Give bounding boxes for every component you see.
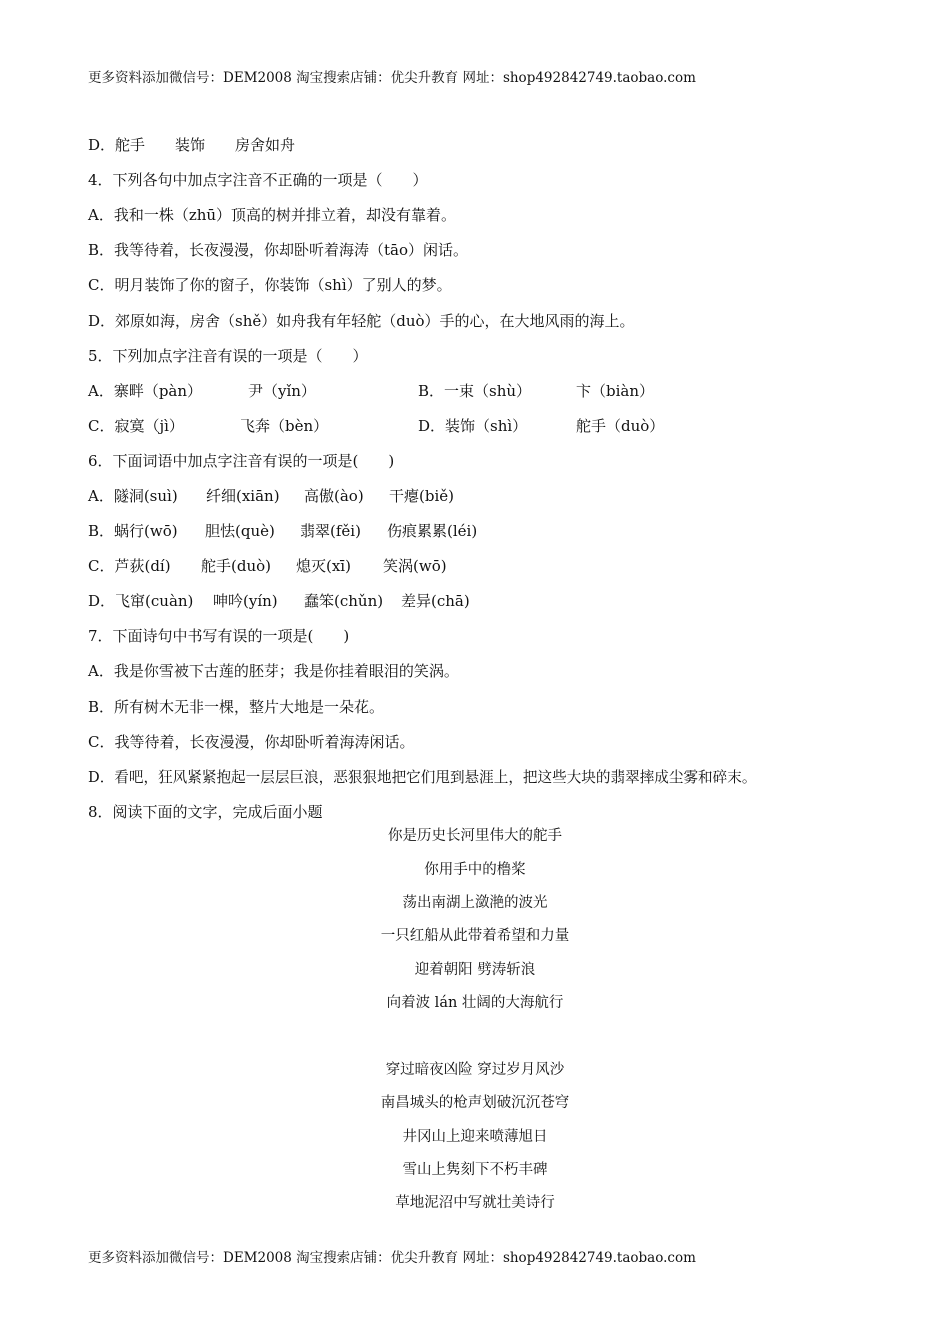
q7-option-a: A．我是你雪被下古莲的胚芽；我是你挂着眼泪的笑涡。 bbox=[88, 662, 459, 681]
q8-stem: 8．阅读下面的文字，完成后面小题 bbox=[88, 802, 323, 821]
q5-option-a-word1: A．寨畔（pàn） bbox=[88, 381, 203, 400]
poem bbox=[0, 818, 950, 1219]
q6-a-word4: 干瘪(biě) bbox=[389, 486, 454, 505]
q6-a-word3: 高傲(ào) bbox=[304, 486, 364, 505]
poem-line: 穿过暗夜凶险 穿过岁月风沙 bbox=[385, 1061, 565, 1078]
q7-option-c: C．我等待着，长夜漫漫，你却卧听着海涛闲话。 bbox=[88, 732, 415, 751]
poem-line: 雪山上隽刻下不朽丰碑 bbox=[402, 1162, 548, 1179]
poem-line: 荡出南湖上潋滟的波光 bbox=[402, 894, 548, 911]
q5-option-c-word2: 飞奔（bèn） bbox=[240, 416, 329, 435]
question-content bbox=[88, 127, 878, 829]
q5-option-a-word2: 尹（yǐn） bbox=[248, 381, 316, 400]
q6-stem: 6．下面词语中加点字注音有误的一项是( ) bbox=[88, 451, 395, 470]
q6-c-word4: 笑涡(wō) bbox=[383, 557, 447, 576]
q3-option-d: D．舵手 装饰 房舍如舟 bbox=[88, 136, 296, 155]
q6-option-b bbox=[88, 513, 878, 548]
q7-stem: 7．下面诗句中书写有误的一项是( ) bbox=[88, 627, 350, 646]
q4-option-d: D．郊原如海，房舍（shě）如舟我有年轻舵（duò）手的心，在大地风雨的海上。 bbox=[88, 311, 635, 330]
poem-line: 向着波 lán 壮阔的大海航行 bbox=[386, 995, 564, 1012]
q6-a-word2: 纤细(xiān) bbox=[206, 486, 280, 505]
q4-option-b: B．我等待着，长夜漫漫，你却卧听着海涛（tāo）闲话。 bbox=[88, 241, 469, 260]
q5-row-ab bbox=[88, 373, 878, 408]
q6-b-word2: 胆怯(què) bbox=[205, 522, 275, 541]
q6-c-word2: 舵手(duò) bbox=[201, 557, 271, 576]
q5-option-b-word2: 卞（biàn） bbox=[576, 381, 655, 400]
q5-row-cd bbox=[88, 408, 878, 443]
q6-b-word4: 伤痕累累(léi) bbox=[387, 522, 478, 541]
poem-line: 一只红船从此带着希望和力量 bbox=[380, 928, 570, 945]
poem-line: 井冈山上迎来喷薄旭日 bbox=[402, 1128, 548, 1145]
page-footer: 更多资料添加微信号：DEM2008 淘宝搜索店铺：优尖升教育 网址：shop492842749.taobao.com bbox=[88, 1250, 696, 1266]
q5-option-c-word1: C．寂寞（jì） bbox=[88, 416, 184, 435]
q6-option-c bbox=[88, 548, 878, 583]
page-header: 更多资料添加微信号：DEM2008 淘宝搜索店铺：优尖升教育 网址：shop492842749.taobao.com bbox=[88, 70, 696, 86]
q4-option-a: A．我和一株（zhū）顶高的树并排立着，却没有靠着。 bbox=[88, 206, 457, 225]
q7-option-d: D．看吧，狂风紧紧抱起一层层巨浪，恶狠狠地把它们甩到悬涯上，把这些大块的翡翠摔成尘雾和碎末。 bbox=[88, 768, 757, 786]
q4-stem: 4．下列各句中加点字注音不正确的一项是（ ） bbox=[88, 171, 428, 190]
q6-a-word1: A．隧洞(suì) bbox=[88, 486, 178, 505]
q4-option-c: C．明月装饰了你的窗子，你装饰（shì）了别人的梦。 bbox=[88, 276, 452, 295]
q6-d-word4: 差异(chā) bbox=[401, 592, 470, 611]
poem-line: 南昌城头的枪声划破沉沉苍穹 bbox=[380, 1095, 570, 1112]
q6-b-word3: 翡翠(fěi) bbox=[300, 522, 361, 541]
q6-d-word3: 蠢笨(chǔn) bbox=[304, 592, 384, 611]
q6-d-word2: 呻吟(yín) bbox=[213, 592, 278, 611]
q6-b-word1: B．蜗行(wō) bbox=[88, 522, 178, 541]
stanza-gap bbox=[0, 1018, 950, 1051]
q6-option-d bbox=[88, 583, 878, 618]
poem-line: 迎着朝阳 劈涛斩浪 bbox=[414, 961, 536, 978]
poem-line: 草地泥沼中写就壮美诗行 bbox=[395, 1195, 555, 1212]
poem-line: 你用手中的橹桨 bbox=[424, 861, 526, 878]
q6-c-word1: C．芦荻(dí) bbox=[88, 557, 171, 576]
q7-option-b: B．所有树木无非一棵，整片大地是一朵花。 bbox=[88, 697, 385, 716]
q5-option-d-word1: D．装饰（shì） bbox=[418, 416, 528, 435]
q5-option-d-word2: 舵手（duò） bbox=[576, 416, 665, 435]
q5-option-b-word1: B．一束（shù） bbox=[418, 381, 532, 400]
q6-c-word3: 熄灭(xī) bbox=[296, 557, 351, 576]
poem-line: 你是历史长河里伟大的舵手 bbox=[388, 828, 562, 845]
q5-stem: 5．下列加点字注音有误的一项是（ ） bbox=[88, 346, 368, 365]
q6-d-word1: D．飞窜(cuàn) bbox=[88, 592, 194, 611]
q6-option-a bbox=[88, 478, 878, 513]
